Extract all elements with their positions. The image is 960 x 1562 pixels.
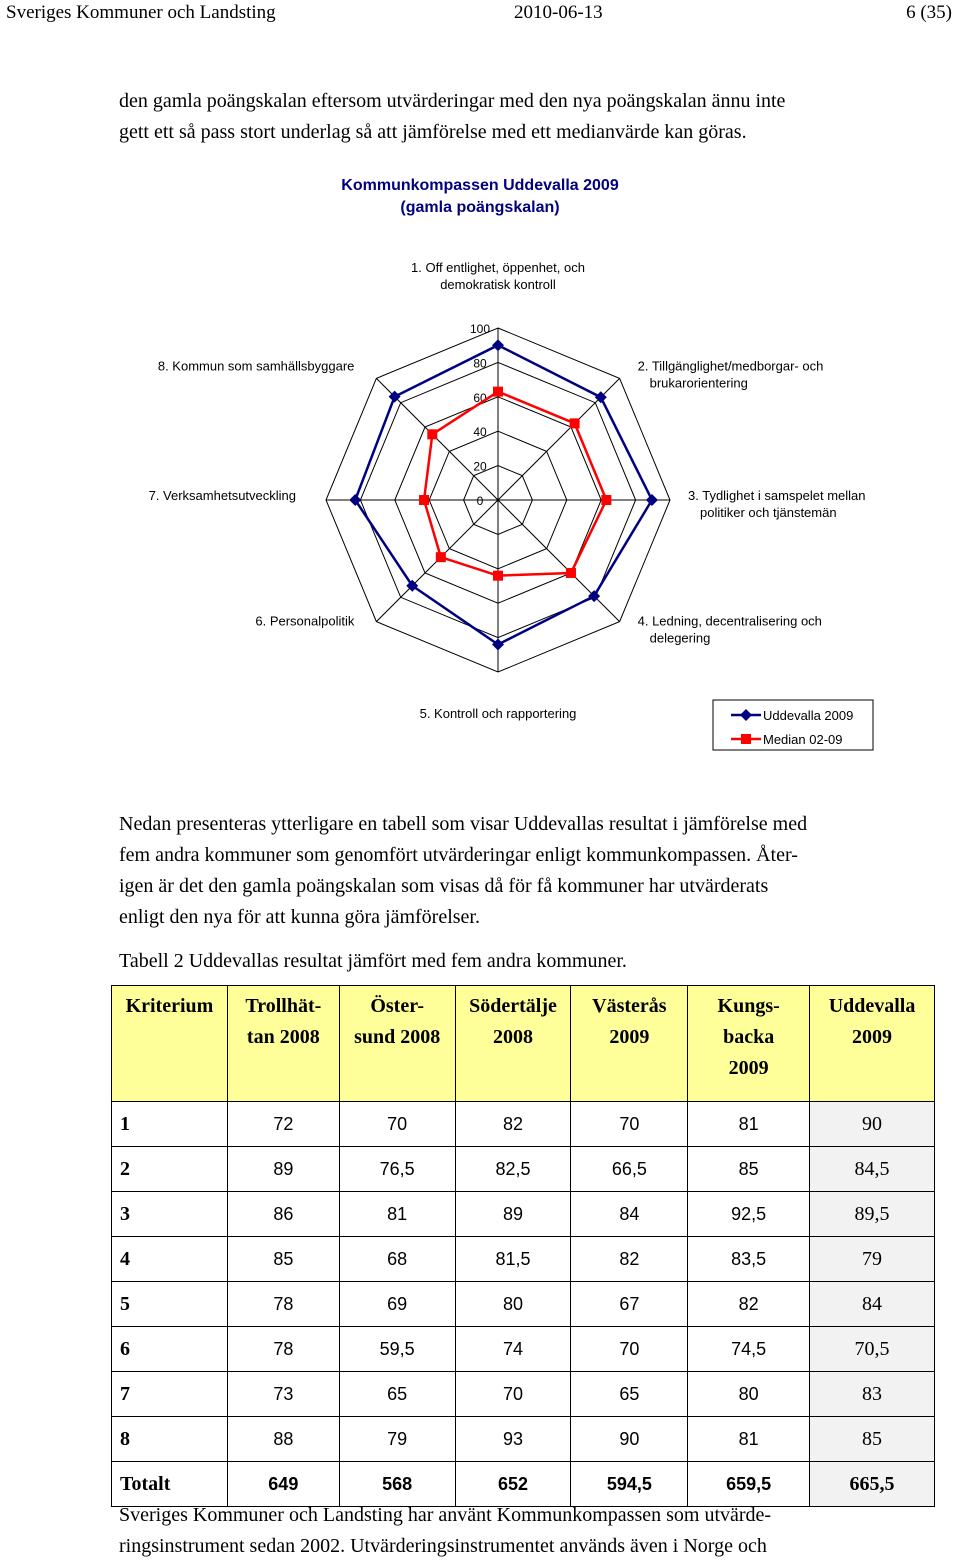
score-cell: 85 bbox=[810, 1417, 935, 1462]
score-cell: 92,5 bbox=[688, 1192, 810, 1237]
tick-label: 0 bbox=[476, 494, 484, 508]
table-row bbox=[112, 1327, 935, 1372]
bottom-line: ringsinstrument sedan 2002. Utvärderingsinstrumentet används även i Norge och bbox=[119, 1535, 767, 1557]
score-cell: 74 bbox=[455, 1327, 571, 1372]
criterion-cell: 1 bbox=[112, 1102, 228, 1147]
column-header bbox=[339, 986, 455, 1102]
score-cell: 659,5 bbox=[688, 1462, 810, 1507]
tick-label: 40 bbox=[473, 425, 487, 440]
chart-title: Kommunkompassen Uddevalla 2009 bbox=[341, 177, 619, 194]
score-cell: 70 bbox=[571, 1327, 688, 1372]
score-cell: 82 bbox=[571, 1237, 688, 1282]
score-cell: 84 bbox=[571, 1192, 688, 1237]
intro-line: den gamla poängskalan eftersom utvärderingar med den nya poängskalan ännu inte bbox=[119, 90, 786, 112]
criterion-cell: 8 bbox=[112, 1417, 228, 1462]
column-header bbox=[227, 986, 339, 1102]
score-cell: 80 bbox=[455, 1282, 571, 1327]
score-cell: 81 bbox=[339, 1192, 455, 1237]
table-row bbox=[112, 1237, 935, 1282]
score-cell: 568 bbox=[339, 1462, 455, 1507]
axis-label: 5. Kontroll och rapportering bbox=[419, 706, 577, 721]
score-cell: 69 bbox=[339, 1282, 455, 1327]
criterion-cell: 4 bbox=[112, 1237, 228, 1282]
score-cell: 90 bbox=[571, 1417, 688, 1462]
score-cell: 80 bbox=[688, 1372, 810, 1417]
bottom-paragraph bbox=[119, 1500, 771, 1562]
score-cell: 68 bbox=[339, 1237, 455, 1282]
table-caption: Tabell 2 Uddevallas resultat jämfört med fem andra kommuner. bbox=[119, 950, 627, 972]
score-cell: 83,5 bbox=[688, 1237, 810, 1282]
table-row bbox=[112, 1147, 935, 1192]
table-header-row bbox=[112, 986, 935, 1102]
score-cell: 84,5 bbox=[810, 1147, 935, 1192]
intro-line: gett ett så pass stort underlag så att jämförelse med ett medianvärde kan göras. bbox=[119, 121, 747, 143]
criterion-cell: 3 bbox=[112, 1192, 228, 1237]
column-header-line: Öster- bbox=[370, 995, 424, 1017]
column-header-line: Södertälje bbox=[469, 995, 557, 1017]
axis-label: politiker och tjänstemän bbox=[700, 505, 837, 520]
legend-label: Median 02-09 bbox=[763, 732, 843, 747]
score-cell: 76,5 bbox=[339, 1147, 455, 1192]
intro-paragraph bbox=[119, 86, 919, 148]
criterion-cell: 5 bbox=[112, 1282, 228, 1327]
score-cell: 85 bbox=[227, 1237, 339, 1282]
table-row bbox=[112, 1372, 935, 1417]
score-cell: 83 bbox=[810, 1372, 935, 1417]
score-cell: 86 bbox=[227, 1192, 339, 1237]
series-marker-diamond bbox=[646, 494, 658, 506]
table-row bbox=[112, 1282, 935, 1327]
score-cell: 85 bbox=[688, 1147, 810, 1192]
column-header bbox=[810, 986, 935, 1102]
axis-label: demokratisk kontroll bbox=[440, 277, 556, 292]
column-header-line: 2009 bbox=[852, 1026, 893, 1048]
score-cell: 67 bbox=[571, 1282, 688, 1327]
score-cell: 594,5 bbox=[571, 1462, 688, 1507]
tick-label: 20 bbox=[473, 459, 487, 474]
column-header bbox=[571, 986, 688, 1102]
score-cell: 82 bbox=[455, 1102, 571, 1147]
header-page-number: 6 (35) bbox=[906, 2, 952, 23]
score-cell: 652 bbox=[455, 1462, 571, 1507]
criterion-cell: 7 bbox=[112, 1372, 228, 1417]
axis-label: 4. Ledning, decentralisering och bbox=[637, 613, 822, 629]
body-line: Nedan presenteras ytterligare en tabell som visar Uddevallas resultat i jämförelse med bbox=[119, 813, 808, 835]
radar-chart bbox=[0, 160, 960, 760]
column-header-line: Västerås bbox=[592, 995, 667, 1017]
axis-label: 1. Off entlighet, öppenhet, och bbox=[411, 260, 585, 275]
axis-label: 8. Kommun som samhällsbyggare bbox=[157, 358, 355, 374]
axis-label: delegering bbox=[649, 630, 711, 646]
score-cell: 79 bbox=[810, 1237, 935, 1282]
column-header-line: backa bbox=[723, 1026, 775, 1048]
table-row bbox=[112, 1192, 935, 1237]
comparison-table bbox=[111, 985, 935, 1507]
header-org: Sveriges Kommuner och Landsting bbox=[6, 2, 276, 23]
body-paragraph bbox=[119, 809, 919, 933]
series-marker-diamond bbox=[492, 339, 504, 351]
tick-label: 80 bbox=[473, 356, 487, 371]
axis-label: brukarorientering bbox=[649, 375, 748, 391]
criterion-cell: 6 bbox=[112, 1327, 228, 1372]
score-cell: 82 bbox=[688, 1282, 810, 1327]
score-cell: 665,5 bbox=[810, 1462, 935, 1507]
score-cell: 90 bbox=[810, 1102, 935, 1147]
table-row bbox=[112, 1417, 935, 1462]
column-header-line: Uddevalla bbox=[828, 995, 916, 1017]
score-cell: 84 bbox=[810, 1282, 935, 1327]
score-cell: 59,5 bbox=[339, 1327, 455, 1372]
series-marker-square bbox=[493, 387, 503, 397]
score-cell: 93 bbox=[455, 1417, 571, 1462]
score-cell: 81 bbox=[688, 1102, 810, 1147]
score-cell: 72 bbox=[227, 1102, 339, 1147]
criterion-cell: Totalt bbox=[112, 1462, 228, 1507]
series-marker-square bbox=[601, 495, 611, 505]
tick-label: 100 bbox=[469, 322, 491, 336]
table-row bbox=[112, 1102, 935, 1147]
tick-label: 60 bbox=[473, 390, 487, 405]
criterion-cell: 2 bbox=[112, 1147, 228, 1192]
bottom-line: Sveriges Kommuner och Landsting har använt Kommunkompassen som utvärde- bbox=[119, 1504, 772, 1526]
score-cell: 73 bbox=[227, 1372, 339, 1417]
score-cell: 70 bbox=[455, 1372, 571, 1417]
body-line: igen är det den gamla poängskalan som visas då för få kommuner har utvärderats bbox=[119, 875, 769, 897]
score-cell: 78 bbox=[227, 1282, 339, 1327]
chart-title: (gamla poängskalan) bbox=[400, 199, 560, 216]
body-line: fem andra kommuner som genomfört utvärderingar enligt kommunkompassen. Åter- bbox=[119, 844, 798, 866]
score-cell: 79 bbox=[339, 1417, 455, 1462]
column-header bbox=[455, 986, 571, 1102]
series-marker-square bbox=[419, 495, 429, 505]
series-marker-square bbox=[427, 429, 437, 439]
score-cell: 89 bbox=[455, 1192, 571, 1237]
score-cell: 81 bbox=[688, 1417, 810, 1462]
column-header-line: Kriterium bbox=[125, 995, 214, 1017]
score-cell: 649 bbox=[227, 1462, 339, 1507]
series-marker-square bbox=[570, 418, 580, 428]
column-header-line: 2009 bbox=[609, 1026, 650, 1048]
legend-label: Uddevalla 2009 bbox=[763, 708, 854, 723]
axis-label: 3. Tydlighet i samspelet mellan bbox=[688, 488, 866, 503]
score-cell: 70 bbox=[571, 1102, 688, 1147]
score-cell: 66,5 bbox=[571, 1147, 688, 1192]
score-cell: 78 bbox=[227, 1327, 339, 1372]
score-cell: 65 bbox=[571, 1372, 688, 1417]
score-cell: 82,5 bbox=[455, 1147, 571, 1192]
series-marker-square bbox=[436, 552, 446, 562]
axis-label: 2. Tillgänglighet/medborgar- och bbox=[637, 358, 824, 374]
column-header-line: Trollhät- bbox=[245, 995, 322, 1017]
series-marker-square bbox=[493, 571, 503, 581]
score-cell: 65 bbox=[339, 1372, 455, 1417]
series-marker-square bbox=[566, 568, 576, 578]
column-header bbox=[112, 986, 228, 1102]
column-header-line: sund 2008 bbox=[354, 1026, 441, 1048]
page-header bbox=[0, 0, 960, 26]
axis-label: 6. Personalpolitik bbox=[255, 613, 355, 629]
header-date: 2010-06-13 bbox=[514, 2, 603, 23]
legend-marker-square bbox=[741, 734, 751, 744]
body-line: enligt den nya för att kunna göra jämförelser. bbox=[119, 906, 480, 928]
column-header-line: 2009 bbox=[728, 1057, 769, 1079]
score-cell: 88 bbox=[227, 1417, 339, 1462]
score-cell: 89 bbox=[227, 1147, 339, 1192]
score-cell: 89,5 bbox=[810, 1192, 935, 1237]
column-header bbox=[688, 986, 810, 1102]
score-cell: 70,5 bbox=[810, 1327, 935, 1372]
score-cell: 81,5 bbox=[455, 1237, 571, 1282]
axis-label: 7. Verksamhetsutveckling bbox=[148, 488, 296, 503]
column-header-line: tan 2008 bbox=[246, 1026, 320, 1048]
score-cell: 74,5 bbox=[688, 1327, 810, 1372]
column-header-line: 2008 bbox=[492, 1026, 533, 1048]
column-header-line: Kungs- bbox=[717, 995, 780, 1017]
score-cell: 70 bbox=[339, 1102, 455, 1147]
